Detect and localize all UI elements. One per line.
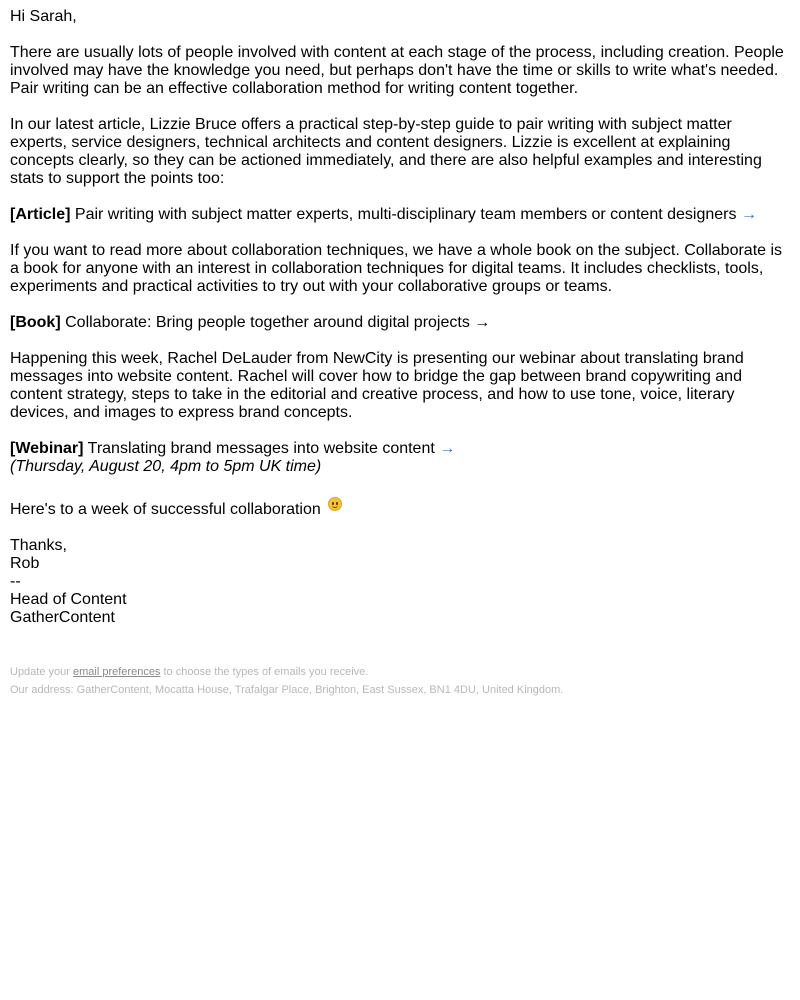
webinar-tag: [Webinar] bbox=[10, 440, 84, 457]
arrow-right-icon[interactable]: → bbox=[439, 440, 456, 457]
article-link[interactable]: Pair writing with subject matter experts, multi-disciplinary team members or content designers bbox=[74, 206, 737, 223]
arrow-right-icon[interactable]: → bbox=[740, 206, 757, 223]
closing-line: Here's to a week of successful collaboration bbox=[10, 497, 790, 519]
email-preferences-link[interactable]: email preferences bbox=[73, 666, 161, 678]
email-body bbox=[10, 8, 790, 627]
signoff: Thanks, bbox=[10, 537, 67, 554]
greeting: Hi Sarah, bbox=[10, 8, 77, 25]
webinar-intro-paragraph: Happening this week, Rachel DeLauder from NewCity is presenting our webinar about translating brand messages into website content. Rachel will cover how to bridge the gap between brand copywriting and content strategy, steps to take in the editorial and creative process, and how to use tone, voice, literary devices, and images to express brand concepts. bbox=[10, 350, 744, 421]
smiley-face-icon bbox=[328, 497, 342, 511]
address-line: Our address: GatherContent, Mocatta House, Trafalgar Place, Brighton, East Sussex, BN1 4DU, United Kingdom. bbox=[10, 684, 564, 696]
webinar-link[interactable]: Translating brand messages into website content bbox=[87, 440, 435, 457]
sender-name: Rob bbox=[10, 555, 40, 572]
book-tag: [Book] bbox=[10, 314, 61, 331]
email-footer bbox=[10, 663, 563, 699]
webinar-link-line[interactable] bbox=[10, 440, 790, 458]
article-tag: [Article] bbox=[10, 206, 71, 223]
arrow-right-icon[interactable]: → bbox=[474, 314, 491, 331]
article-link-line[interactable] bbox=[10, 206, 790, 224]
book-link-line[interactable] bbox=[10, 314, 790, 332]
article-intro-paragraph: In our latest article, Lizzie Bruce offers a practical step-by-step guide to pair writing with subject matter experts, service designers, technical architects and content designers. Lizzie is excellent at explaining concepts clearly, so they can be actioned immediately, and there are also helpful examples and interesting stats to support the points too: bbox=[10, 116, 762, 187]
signature-separator: -- bbox=[10, 573, 21, 590]
sender-title: Head of Content bbox=[10, 591, 127, 608]
intro-paragraph: There are usually lots of people involved with content at each stage of the process, including creation. People involved may have the knowledge you need, but perhaps don't have the time or skills to write what's needed. Pair writing can be an effective collaboration method for writing content together. bbox=[10, 44, 784, 97]
webinar-time: (Thursday, August 20, 4pm to 5pm UK time) bbox=[10, 458, 322, 475]
preferences-line: Update your email preferences to choose the types of emails you receive. bbox=[10, 666, 369, 678]
book-intro-paragraph: If you want to read more about collaboration techniques, we have a whole book on the subject. Collaborate is a book for anyone with an interest in collaboration techniques for digital teams. It includes checklists, tools, experiments and practical activities to try out with your collaborative groups or teams. bbox=[10, 242, 783, 295]
sender-company: GatherContent bbox=[10, 609, 115, 626]
book-link[interactable]: Collaborate: Bring people together around digital projects bbox=[65, 314, 470, 331]
